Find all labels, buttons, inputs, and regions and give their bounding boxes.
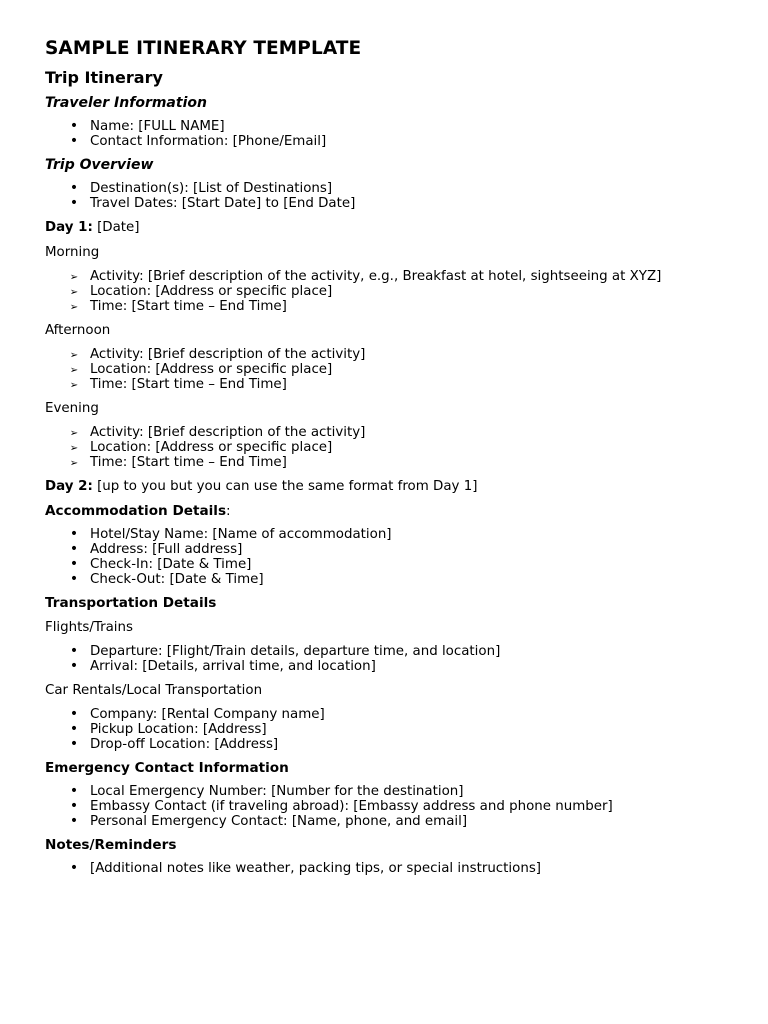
- evening-label: Evening: [45, 401, 99, 416]
- transportation-heading: Transportation Details: [45, 595, 217, 611]
- arrow-icon: ➢: [69, 458, 79, 469]
- list-item: ➢ Location: [Address or specific place]: [45, 362, 745, 377]
- bullet-icon: •: [69, 658, 79, 674]
- overview-list: [45, 181, 745, 211]
- car-list: [45, 707, 745, 752]
- morning-label: Morning: [45, 245, 100, 260]
- bullet-icon: •: [69, 813, 79, 829]
- arrow-icon: ➢: [69, 443, 79, 454]
- emergency-heading: Emergency Contact Information: [45, 760, 289, 776]
- list-item: ➢ Location: [Address or specific place]: [45, 440, 745, 455]
- list-item: • Destination(s): [List of Destinations]: [45, 181, 745, 196]
- bullet-icon: •: [69, 118, 79, 134]
- list-item: • Company: [Rental Company name]: [45, 707, 745, 722]
- list-item: • Arrival: [Details, arrival time, and location]: [45, 659, 745, 674]
- arrow-icon: ➢: [69, 365, 79, 376]
- day1-value: [Date]: [92, 220, 140, 235]
- list-item: ➢ Activity: [Brief description of the activity, e.g., Breakfast at hotel, sightseeing at XYZ]: [45, 269, 745, 284]
- arrow-icon: ➢: [69, 380, 79, 391]
- list-item: • Personal Emergency Contact: [Name, phone, and email]: [45, 814, 745, 829]
- list-item: ➢ Activity: [Brief description of the activity]: [45, 347, 745, 362]
- list-item: • Contact Information: [Phone/Email]: [45, 134, 745, 149]
- bullet-icon: •: [69, 798, 79, 814]
- bullet-icon: •: [69, 783, 79, 799]
- bullet-icon: •: [69, 706, 79, 722]
- list-item: • Address: [Full address]: [45, 542, 745, 557]
- evening-list: [45, 425, 745, 470]
- day2-line: [45, 478, 745, 495]
- list-item: • [Additional notes like weather, packing tips, or special instructions]: [45, 861, 745, 876]
- bullet-icon: •: [69, 721, 79, 737]
- bullet-icon: •: [69, 526, 79, 542]
- flights-list: [45, 644, 745, 674]
- day1-label: Day 1:: [45, 220, 93, 235]
- list-item: ➢ Time: [Start time – End Time]: [45, 299, 745, 314]
- document-subtitle: Trip Itinerary: [45, 68, 163, 87]
- notes-list: [45, 861, 745, 876]
- bullet-icon: •: [69, 860, 79, 876]
- list-item: • Departure: [Flight/Train details, departure time, and location]: [45, 644, 745, 659]
- car-label: Car Rentals/Local Transportation: [45, 683, 263, 698]
- arrow-icon: ➢: [69, 302, 79, 313]
- list-item: • Drop-off Location: [Address]: [45, 737, 745, 752]
- traveler-heading: Traveler Information: [45, 95, 207, 111]
- list-item: • Name: [FULL NAME]: [45, 119, 745, 134]
- flights-label: Flights/Trains: [45, 620, 133, 635]
- afternoon-list: [45, 347, 745, 392]
- document-page: [45, 38, 745, 884]
- overview-heading: Trip Overview: [45, 157, 154, 173]
- afternoon-label: Afternoon: [45, 323, 111, 338]
- list-item: • Check-In: [Date & Time]: [45, 557, 745, 572]
- day2-label: Day 2:: [45, 479, 93, 494]
- list-item: ➢ Location: [Address or specific place]: [45, 284, 745, 299]
- list-item: ➢ Activity: [Brief description of the activity]: [45, 425, 745, 440]
- day1-line: [45, 219, 745, 236]
- list-item: • Local Emergency Number: [Number for the destination]: [45, 784, 745, 799]
- day2-value: [up to you but you can use the same format from Day 1]: [92, 479, 478, 494]
- list-item: • Travel Dates: [Start Date] to [End Date]: [45, 196, 745, 211]
- bullet-icon: •: [69, 556, 79, 572]
- list-item: • Hotel/Stay Name: [Name of accommodation]: [45, 527, 745, 542]
- bullet-icon: •: [69, 180, 79, 196]
- list-item: ➢ Time: [Start time – End Time]: [45, 455, 745, 470]
- bullet-icon: •: [69, 643, 79, 659]
- bullet-icon: •: [69, 133, 79, 149]
- list-item: • Check-Out: [Date & Time]: [45, 572, 745, 587]
- arrow-icon: ➢: [69, 287, 79, 298]
- list-item: • Embassy Contact (if traveling abroad): [Embassy address and phone number]: [45, 799, 745, 814]
- bullet-icon: •: [69, 195, 79, 211]
- emergency-list: [45, 784, 745, 829]
- notes-heading: Notes/Reminders: [45, 837, 177, 853]
- bullet-icon: •: [69, 541, 79, 557]
- arrow-icon: ➢: [69, 350, 79, 361]
- accommodation-list: [45, 527, 745, 587]
- traveler-list: [45, 119, 745, 149]
- morning-list: [45, 269, 745, 314]
- document-title: SAMPLE ITINERARY TEMPLATE: [45, 38, 362, 59]
- arrow-icon: ➢: [69, 272, 79, 283]
- accommodation-heading: Accommodation Details:: [45, 503, 231, 519]
- bullet-icon: •: [69, 736, 79, 752]
- arrow-icon: ➢: [69, 428, 79, 439]
- list-item: ➢ Time: [Start time – End Time]: [45, 377, 745, 392]
- list-item: • Pickup Location: [Address]: [45, 722, 745, 737]
- bullet-icon: •: [69, 571, 79, 587]
